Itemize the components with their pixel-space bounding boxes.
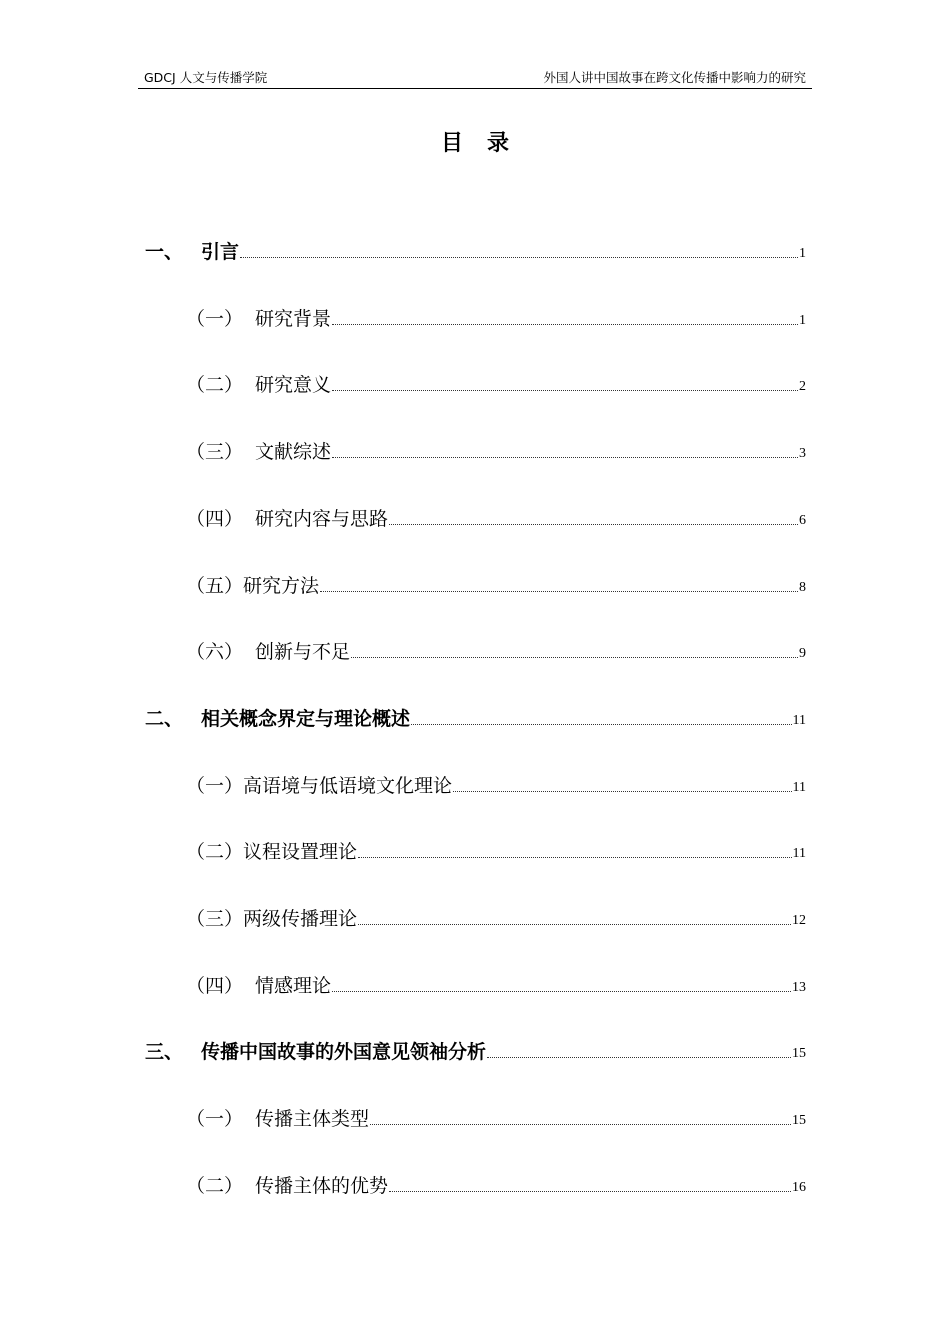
toc-entry-page: 6 [799, 513, 806, 528]
toc-entry-label: 高语境与低语境文化理论 [243, 775, 453, 797]
toc-entry-page: 8 [799, 580, 806, 595]
dot-leader [389, 523, 798, 525]
dot-leader [332, 990, 791, 992]
dot-leader [240, 256, 798, 258]
dot-leader [411, 723, 792, 725]
header-left-text: GDCJ 人文与传播学院 [144, 70, 268, 85]
dot-leader [370, 1123, 791, 1125]
toc-entry-label: 研究方法 [243, 575, 320, 597]
toc-entry-label: 研究意义 [255, 374, 332, 396]
toc-entry-number: （二） [186, 1175, 244, 1197]
toc-title: 目录 [440, 131, 533, 156]
toc-entry-number: （五） [186, 575, 244, 597]
toc-entry-page: 11 [792, 780, 806, 795]
toc-entry-label: 研究内容与思路 [255, 508, 389, 530]
toc-entry-page: 3 [799, 446, 806, 461]
toc-entry-1-3[interactable] [186, 436, 806, 464]
toc-entry-1[interactable] [145, 236, 806, 264]
page-header [138, 70, 812, 89]
toc-entry-label: 传播主体类型 [255, 1108, 370, 1130]
dot-leader [332, 323, 798, 325]
toc-entry-page: 11 [792, 846, 806, 861]
dot-leader [332, 456, 798, 458]
dot-leader [332, 389, 798, 391]
dot-leader [358, 856, 791, 858]
toc-entry-3-2[interactable] [186, 1170, 806, 1198]
toc-entry-3[interactable] [145, 1036, 806, 1064]
header-right-text: 外国人讲中国故事在跨文化传播中影响力的研究 [543, 70, 806, 85]
toc-entry-page: 12 [792, 913, 806, 928]
toc-entry-2[interactable] [145, 703, 806, 731]
toc-entry-number: （四） [186, 508, 244, 530]
toc-entry-label: 相关概念界定与理论概述 [201, 708, 411, 730]
toc-entry-1-6[interactable] [186, 636, 806, 664]
toc-entry-2-3[interactable] [186, 903, 806, 931]
toc-entry-number: 二、 [145, 708, 184, 730]
toc-entry-label: 文献综述 [255, 441, 332, 463]
toc-entry-label: 传播中国故事的外国意见领袖分析 [201, 1041, 487, 1063]
toc-entry-label: 情感理论 [255, 975, 332, 997]
toc-entry-page: 13 [792, 980, 806, 995]
toc-entry-number: （一） [186, 308, 244, 330]
toc-entry-1-4[interactable] [186, 503, 806, 531]
toc-entry-page: 1 [799, 246, 806, 261]
toc-entry-1-1[interactable] [186, 303, 806, 331]
toc-entry-page: 9 [799, 646, 806, 661]
toc-entry-number: （二） [186, 841, 244, 863]
toc-entry-number: 三、 [145, 1041, 184, 1063]
toc-entry-number: （四） [186, 975, 244, 997]
toc-entry-1-5[interactable] [186, 570, 806, 598]
toc-entry-2-1[interactable] [186, 770, 806, 798]
dot-leader [351, 656, 798, 658]
toc-entry-label: 议程设置理论 [243, 841, 358, 863]
toc-entry-page: 1 [799, 313, 806, 328]
toc-entry-number: （三） [186, 908, 244, 930]
toc-entry-number: （一） [186, 775, 244, 797]
toc-entry-page: 2 [799, 379, 806, 394]
toc-entry-number: （六） [186, 641, 244, 663]
toc-entry-3-1[interactable] [186, 1103, 806, 1131]
toc-entry-label: 传播主体的优势 [255, 1175, 389, 1197]
toc-entry-number: （一） [186, 1108, 244, 1130]
dot-leader [389, 1190, 791, 1192]
toc-entry-number: 一、 [145, 241, 184, 263]
toc-entry-number: （三） [186, 441, 244, 463]
toc-entry-1-2[interactable] [186, 369, 806, 397]
toc-entry-2-2[interactable] [186, 836, 806, 864]
toc-entry-label: 研究背景 [255, 308, 332, 330]
toc-entry-page: 16 [792, 1180, 806, 1195]
toc-entry-label: 两级传播理论 [243, 908, 358, 930]
dot-leader [453, 790, 791, 792]
toc-entry-2-4[interactable] [186, 970, 806, 998]
toc-entry-number: （二） [186, 374, 244, 396]
dot-leader [358, 923, 791, 925]
toc-entry-page: 11 [792, 713, 806, 728]
toc-entry-label: 创新与不足 [255, 641, 351, 663]
toc-entry-page: 15 [792, 1113, 806, 1128]
dot-leader [320, 590, 798, 592]
dot-leader [487, 1056, 791, 1058]
toc-entry-label: 引言 [201, 241, 240, 263]
toc-entry-page: 15 [792, 1046, 806, 1061]
